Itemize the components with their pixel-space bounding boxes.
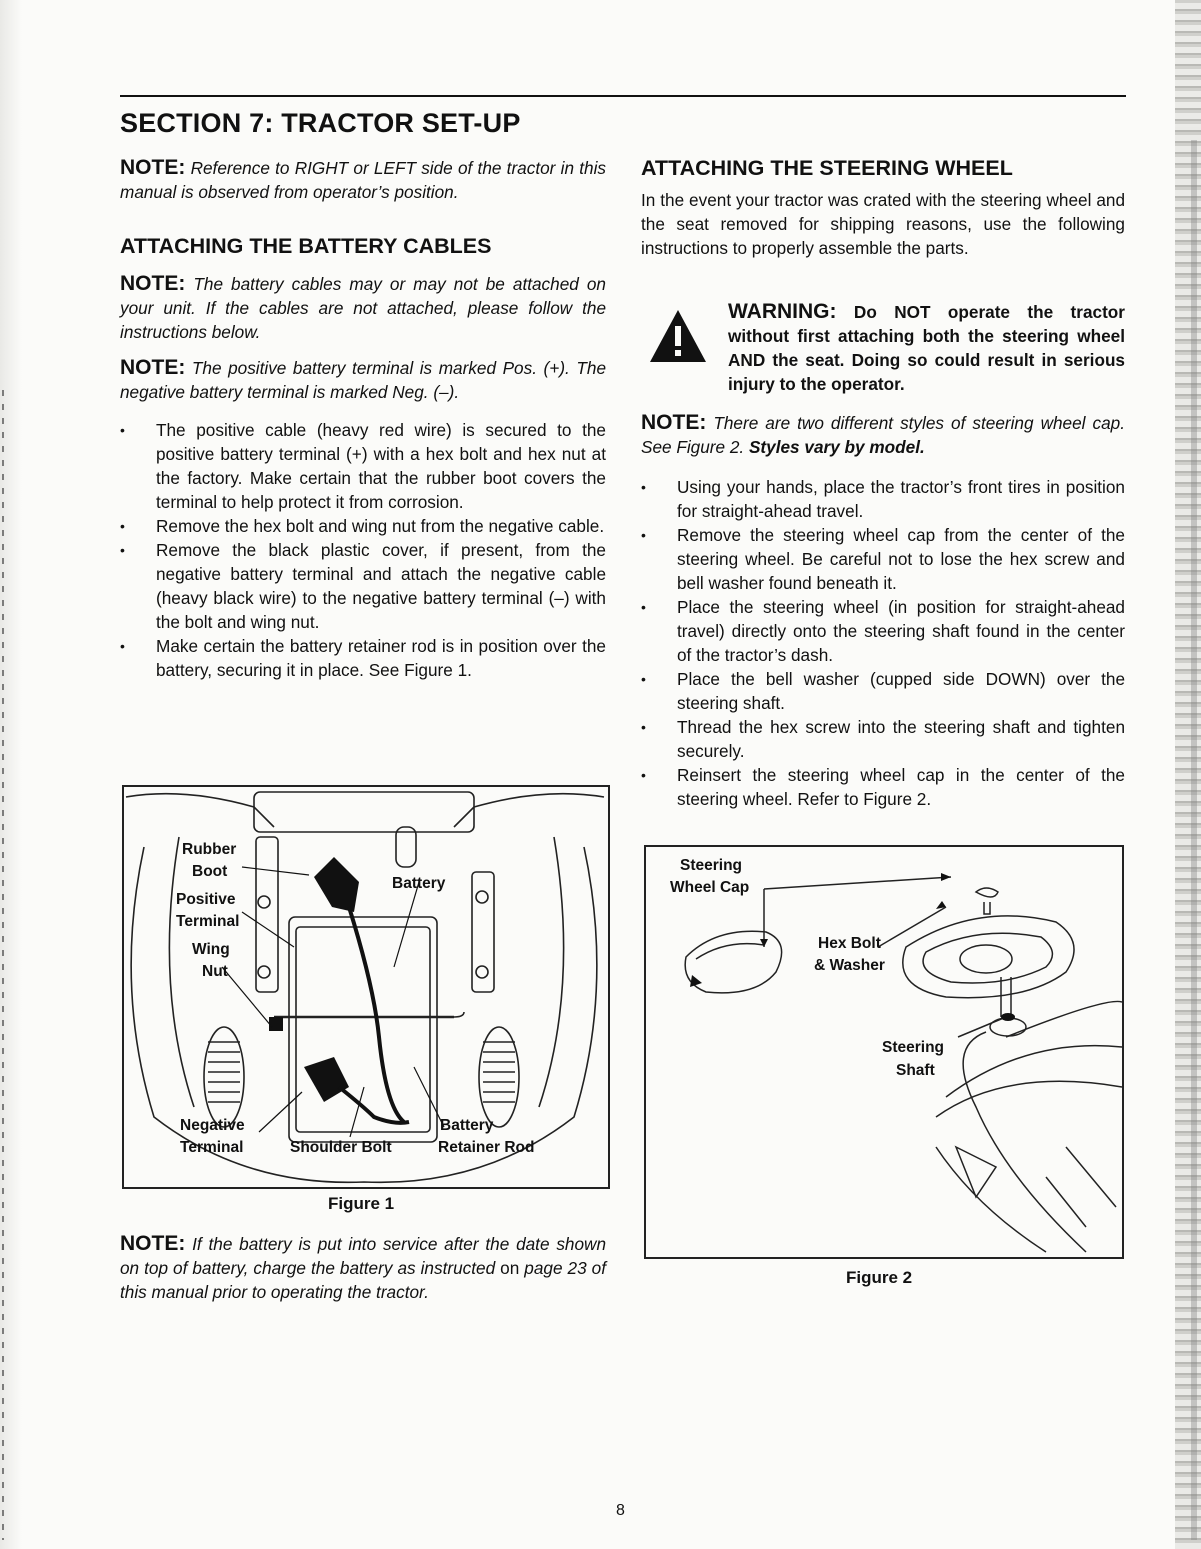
note-label: NOTE: [120,1232,186,1255]
steering-intro: In the event your tractor was crated with the steering wheel and the seat removed for shipping reasons, use the following instructions to properly assemble the parts. [641,190,1125,258]
list-item: • Thread the hex screw into the steering shaft and tighten securely. [641,715,1125,763]
steering-steps [641,475,1125,811]
steering-heading: ATTACHING THE STEERING WHEEL [641,156,1013,180]
label-retainer-rod: Retainer Rod [438,1139,535,1156]
warning-block [644,300,1125,396]
intro-note [120,156,606,204]
figure-1-battery-diagram [122,785,610,1189]
warning-text: Do NOT operate the tractor without first attaching both the steering wheel AND the seat. Doing so could result in serious injury to the operator. [728,302,1125,394]
label-negative-terminal: Terminal [180,1139,244,1156]
list-item: • The positive cable (heavy red wire) is secured to the positive battery terminal (+) with a hex bolt and hex nut at the factory. Make certain that the rubber boot covers the terminal to help protect it from corrosion. [120,418,606,514]
left-column [120,156,606,682]
note-text: There are two different styles of steering wheel cap. See Figure 2. [641,413,1125,457]
note-label: NOTE: [641,411,707,434]
label-negative: Negative [180,1117,245,1134]
label-washer: & Washer [814,957,885,974]
list-item: • Place the steering wheel (in position for straight-ahead travel) directly onto the steering shaft found in the center of the tractor’s dash. [641,595,1125,667]
battery-note-3 [120,1232,606,1304]
label-terminal: Terminal [176,913,240,930]
list-item: • Remove the steering wheel cap from the center of the steering wheel. Be careful not to lose the hex screw and bell washer found beneath it. [641,523,1125,595]
figure-2-steering-diagram [644,845,1124,1259]
list-item: • Reinsert the steering wheel cap in the center of the steering wheel. Refer to Figure 2. [641,763,1125,811]
warning-triangle-icon [648,308,708,364]
note-text-plain: on [500,1258,520,1278]
label-battery: Battery [392,875,446,892]
header-rule [120,95,1126,97]
list-item: • Place the bell washer (cupped side DOWN) over the steering shaft. [641,667,1125,715]
note-label: NOTE: [120,156,186,179]
scan-edge-right [1175,0,1201,1549]
battery-steps [120,418,606,682]
label-shoulder-bolt: Shoulder Bolt [290,1139,392,1156]
right-column [641,156,1125,260]
list-item: • Make certain the battery retainer rod is in position over the battery, securing it in place. See Figure 1. [120,634,606,682]
page-number: 8 [616,1502,625,1519]
label-rubber: Rubber [182,841,237,858]
label-battery-retainer: Battery [440,1117,494,1134]
steering-note-and-steps [641,411,1125,811]
label-nut: Nut [202,963,228,980]
label-steering: Steering [680,857,743,874]
label-wing: Wing [192,941,230,958]
section-title: SECTION 7: TRACTOR SET-UP [120,108,521,138]
note-text: Reference to RIGHT or LEFT side of the tractor in this manual is observed from operator’s position. [120,158,606,202]
warning-label: WARNING: [728,300,837,323]
note-text: If the battery is put into service after the date shown on top of battery, charge the battery as instructed [120,1234,606,1278]
note-text: The battery cables may or may not be attached on your unit. If the cables are not attached, please follow the instructions below. [120,274,606,342]
list-item: • Using your hands, place the tractor’s front tires in position for straight-ahead travel. [641,475,1125,523]
note-emphasis: Styles vary by model. [748,437,925,457]
battery-note-2 [120,356,606,404]
label-wheel-cap: Wheel Cap [670,879,750,896]
label-steering-shaft-2: Shaft [896,1062,935,1079]
battery-heading: ATTACHING THE BATTERY CABLES [120,234,492,258]
figure-1-caption: Figure 1 [328,1194,395,1213]
note-label: NOTE: [120,272,186,295]
steering-note [641,411,1125,459]
list-item: • Remove the black plastic cover, if present, from the negative battery terminal and attach the negative cable (heavy black wire) to the negative battery terminal (–) with the bolt and wing nut. [120,538,606,634]
battery-note-1 [120,272,606,344]
note-text: The positive battery terminal is marked Pos. (+). The negative battery terminal is marked Neg. (–). [120,358,607,402]
note-label: NOTE: [120,356,186,379]
label-hex-bolt: Hex Bolt [818,935,881,952]
scan-edge-left [0,0,22,1549]
list-item: • Remove the hex bolt and wing nut from the negative cable. [120,514,606,538]
label-boot: Boot [192,863,228,880]
figure-2-caption: Figure 2 [846,1268,913,1287]
note-text: page 23 of this manual prior to operating the tractor. [120,1258,606,1302]
label-positive: Positive [176,891,236,908]
label-steering-shaft-1: Steering [882,1039,945,1056]
